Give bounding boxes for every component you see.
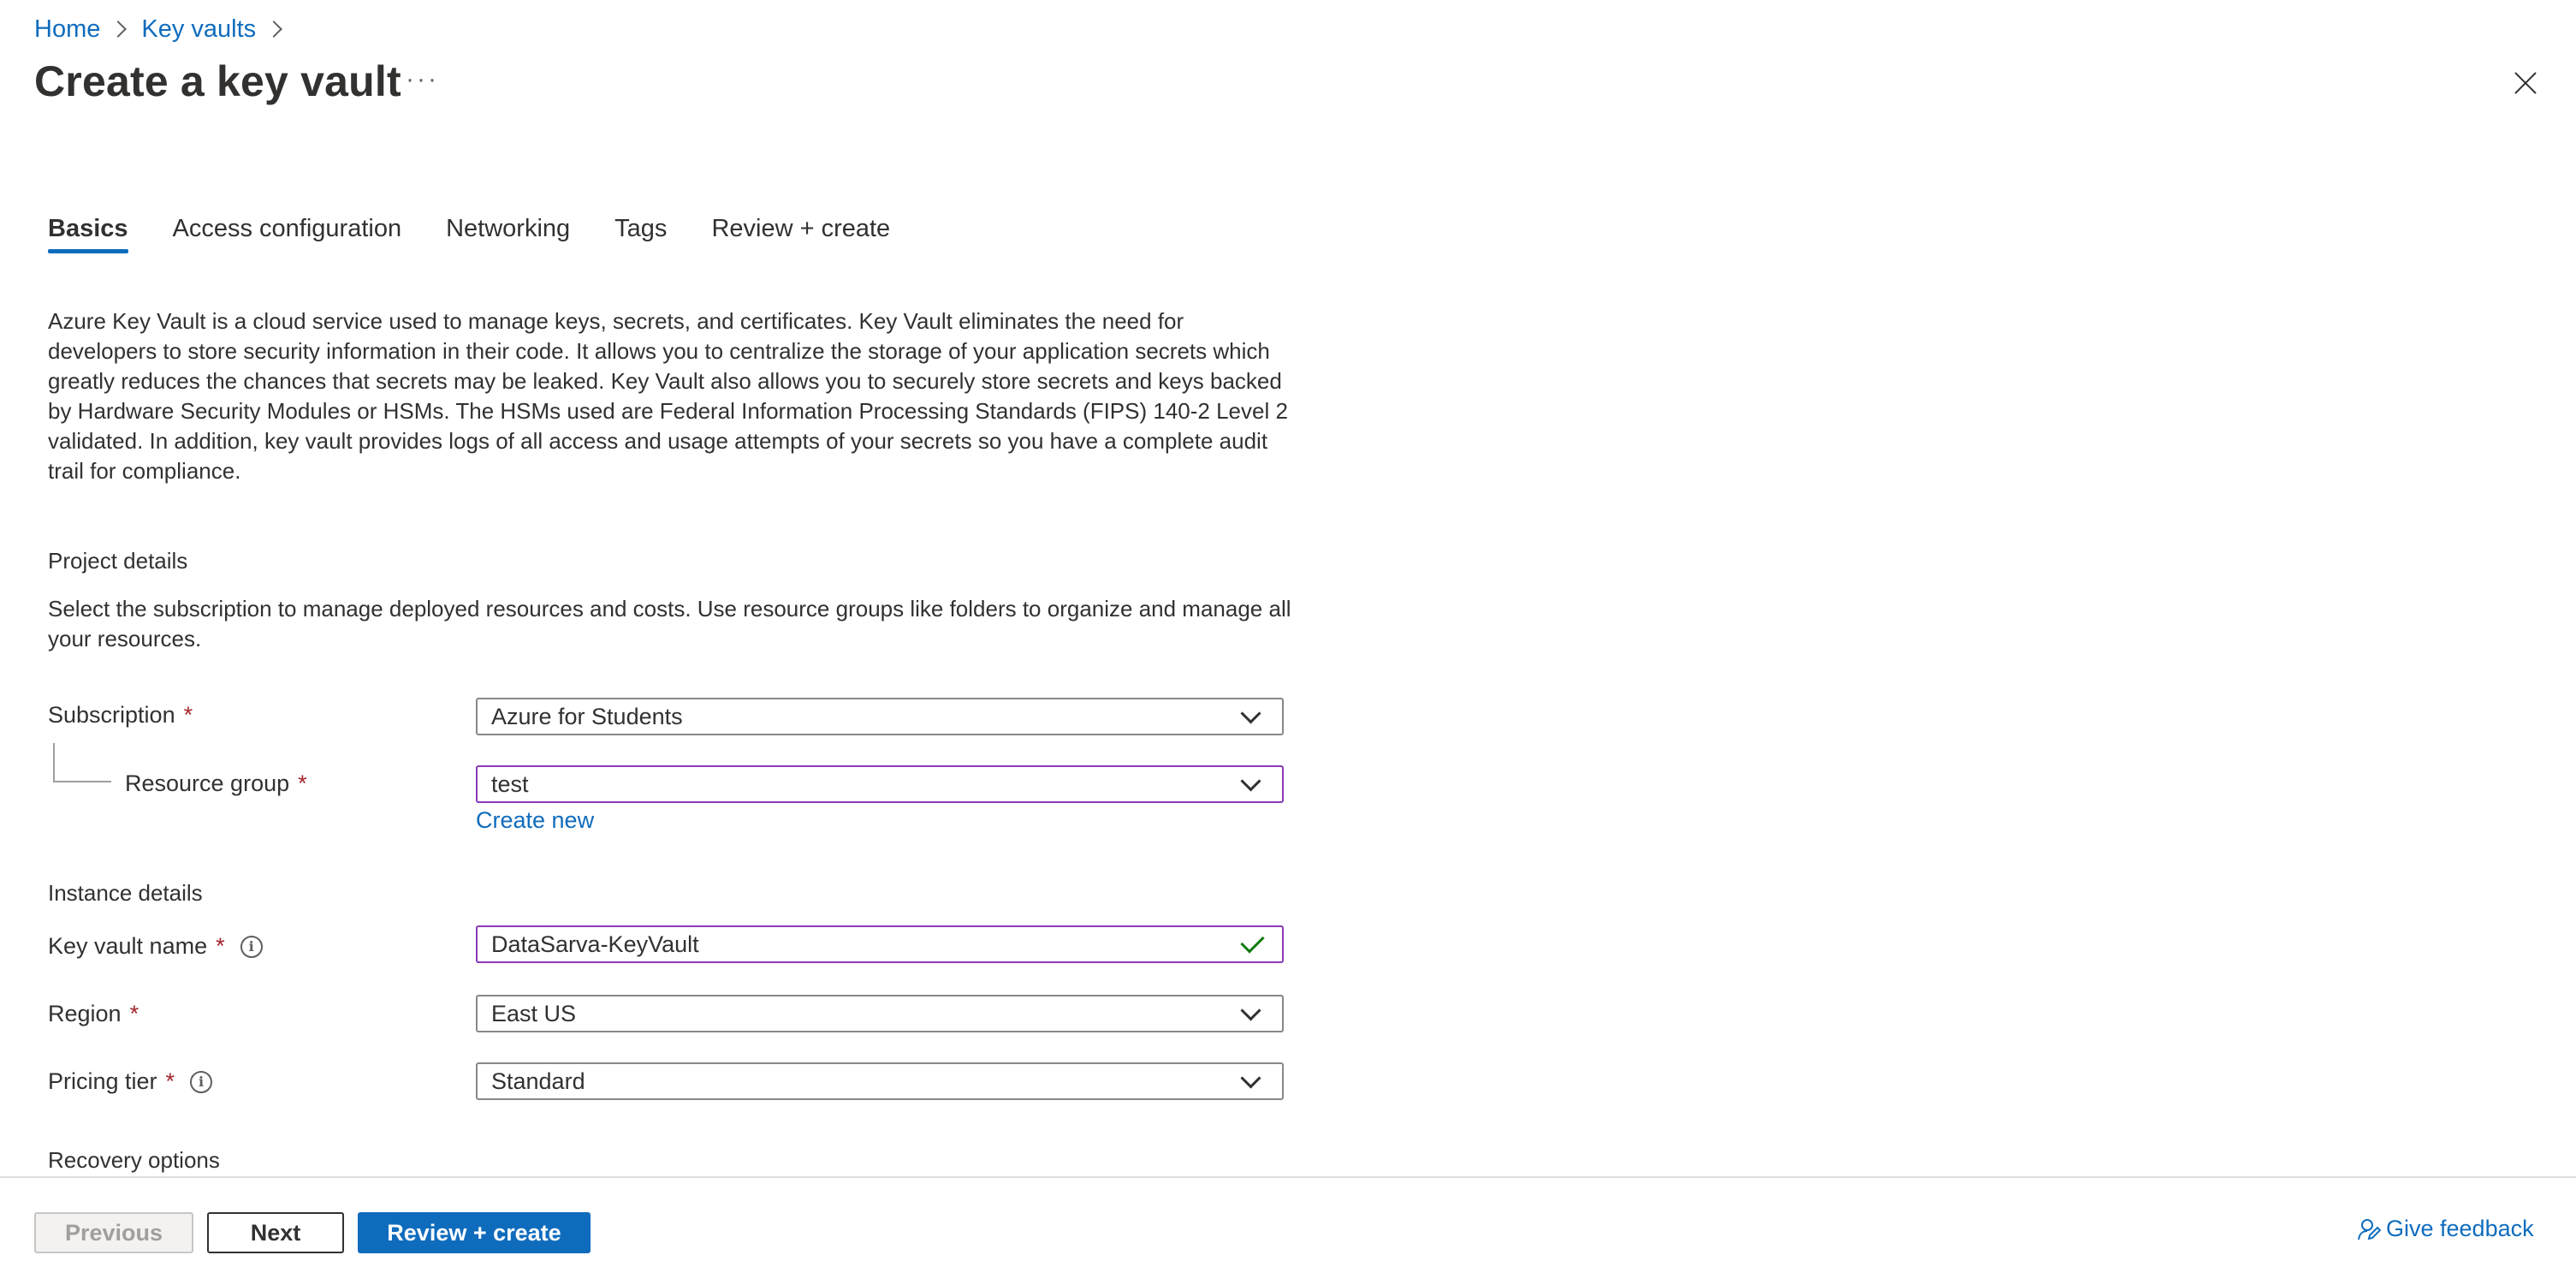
close-icon[interactable] — [2511, 68, 2540, 98]
review-create-button[interactable]: Review + create — [358, 1212, 591, 1253]
chevron-right-icon — [265, 21, 282, 38]
region-label — [48, 1001, 139, 1027]
key-vault-name-label — [48, 933, 263, 960]
tree-connector — [53, 743, 111, 782]
resource-group-label — [125, 770, 307, 797]
give-feedback-link[interactable] — [2355, 1216, 2534, 1242]
previous-button[interactable]: Previous — [34, 1212, 193, 1253]
required-asterisk: * — [183, 702, 193, 728]
instance-details-heading: Instance details — [48, 880, 203, 906]
feedback-icon — [2355, 1216, 2381, 1242]
pricing-tier-label — [48, 1068, 212, 1095]
project-details-heading: Project details — [48, 548, 188, 574]
breadcrumb-home-link[interactable]: Home — [34, 15, 101, 43]
required-asterisk: * — [216, 933, 225, 959]
subscription-label — [48, 702, 193, 729]
resource-group-select[interactable] — [476, 765, 1284, 803]
tab-tags[interactable]: Tags — [614, 214, 668, 242]
create-new-link[interactable]: Create new — [476, 807, 595, 833]
key-vault-name-label-text: Key vault name — [48, 933, 208, 959]
pricing-tier-value: Standard — [491, 1068, 585, 1094]
pricing-tier-label-text: Pricing tier — [48, 1068, 157, 1094]
subscription-label-text: Subscription — [48, 702, 175, 728]
chevron-down-icon — [1240, 703, 1261, 723]
key-vault-name-input[interactable] — [476, 925, 1284, 963]
resource-group-value: test — [491, 770, 529, 797]
tab-bar — [48, 204, 935, 255]
chevron-right-icon — [110, 21, 127, 38]
more-options-icon[interactable]: ··· — [406, 65, 439, 93]
region-select[interactable] — [476, 995, 1284, 1032]
project-details-text: Select the subscription to manage deployed resources and costs. Use resource groups like folders to organize and manage all your resources. — [48, 596, 1291, 651]
tab-review-create[interactable]: Review + create — [711, 214, 891, 242]
required-asterisk: * — [165, 1068, 175, 1094]
breadcrumb-key-vaults-link[interactable]: Key vaults — [141, 15, 257, 43]
intro-description: Azure Key Vault is a cloud service used to manage keys, secrets, and certificates. Key Vault eliminates the need for developers to store security information in their code. It allows you to centralize the storage of your application secrets which greatly reduces the chances that secrets may be leaked. Key Vault also allows you to securely store secrets and keys backed by Hardware Security Modules or HSMs. The HSMs used are Federal Information Processing Standards (FIPS) 140-2 Level 2 validated. In addition, key vault provides logs of all access and usage attempts of your secrets so you have a complete audit trail for compliance. — [48, 308, 1288, 484]
resource-group-label-text: Resource group — [125, 770, 290, 796]
key-vault-name-value: DataSarva-KeyVault — [491, 931, 699, 957]
next-button[interactable]: Next — [207, 1212, 344, 1253]
pricing-tier-select[interactable] — [476, 1062, 1284, 1100]
tab-access-configuration[interactable]: Access configuration — [172, 214, 402, 242]
checkmark-icon — [1240, 929, 1264, 953]
subscription-select[interactable] — [476, 698, 1284, 735]
give-feedback-label: Give feedback — [2386, 1216, 2534, 1241]
chevron-down-icon — [1240, 1068, 1261, 1088]
page-title: Create a key vault — [34, 57, 401, 105]
required-asterisk: * — [129, 1001, 139, 1026]
region-label-text: Region — [48, 1001, 122, 1026]
info-icon[interactable]: i — [190, 1071, 212, 1093]
chevron-down-icon — [1240, 770, 1261, 791]
subscription-value: Azure for Students — [491, 703, 683, 729]
chevron-down-icon — [1240, 1000, 1261, 1020]
tab-basics[interactable]: Basics — [48, 204, 128, 253]
breadcrumb — [34, 14, 297, 45]
region-value: East US — [491, 1000, 577, 1026]
tab-networking[interactable]: Networking — [446, 214, 571, 242]
required-asterisk: * — [298, 770, 307, 796]
recovery-options-heading: Recovery options — [48, 1147, 220, 1173]
info-icon[interactable]: i — [240, 936, 263, 958]
